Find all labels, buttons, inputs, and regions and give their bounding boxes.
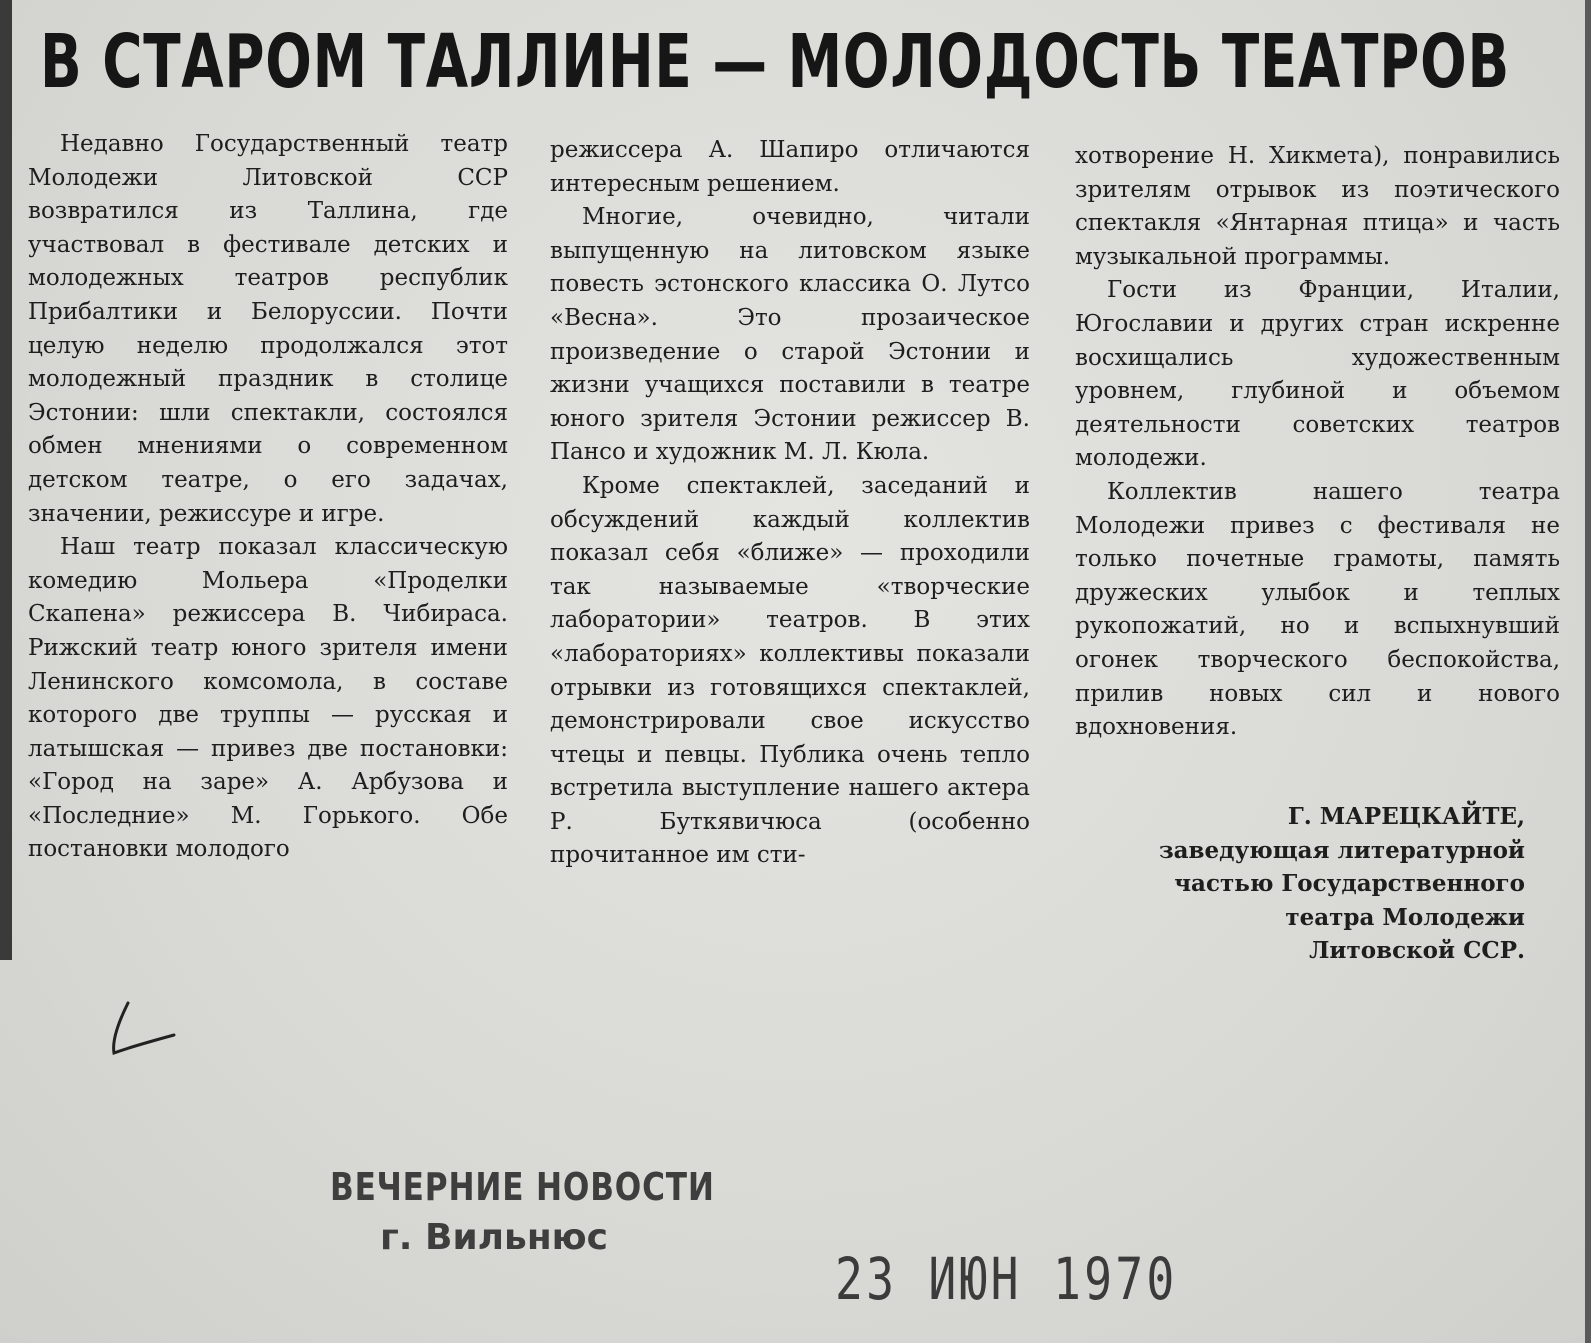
author-title-line: заведующая литературной <box>1158 836 1525 864</box>
paragraph: Коллектив нашего театра Молодежи привез с фестиваля не только почетные грамоты, память дружеских улыбок и теплых рукопожатий, но и вспыхнувший огонек творческого беспокойства, прилив новых сил и нового вдохновения. <box>1075 478 1560 741</box>
newspaper-stamp <box>330 1165 715 1258</box>
scan-edge-right <box>1585 0 1591 1343</box>
stamp-paper-name: ВЕЧЕРНИЕ НОВОСТИ <box>330 1165 715 1209</box>
article-column-3 <box>1075 140 1560 745</box>
paragraph: Кроме спектаклей, заседаний и обсуждений каждый коллектив показал себя «ближе» — проходили так называемые «творческие лаборатории» театров. В этих «лабораториях» коллективы показали отрывки из готовящихся спектаклей, демонстрировали свое искусство чтецы и певцы. Публика очень тепло встретила выступление нашего актера Р. Буткявичюса (особенно прочитанное им сти- <box>550 472 1030 869</box>
author-title-line: театра Молодежи <box>1285 903 1525 931</box>
author-title-line: частью Государственного <box>1174 870 1525 898</box>
paragraph: хотворение Н. Хикмета), понравились зрителям отрывок из поэтического спектакля «Янтарная птица» и часть музыкальной программы. <box>1075 143 1560 270</box>
author-title-line: Литовской ССР. <box>1309 937 1525 965</box>
paragraph: Наш театр показал классическую комедию Мольера «Проделки Скапена» режиссера В. Чибираса. Рижский театр юного зрителя имени Ленинского комсомола, в составе которого две труппы — русская и латышская — привез две постановки: «Город на заре» А. Арбузова и «Последние» М. Горького. Обе постановки молодого <box>28 534 508 863</box>
article-column-1 <box>28 128 508 867</box>
paragraph: Многие, очевидно, читали выпущенную на литовском языке повесть эстонского классика О. Лутсо «Весна». Это прозаическое произведение о старой Эстонии и жизни учащихся поставили в театре юного зрителя Эстонии режиссер В. Пансо и художник М. Л. Кюла. <box>550 204 1030 466</box>
article-column-2 <box>550 134 1030 873</box>
handwritten-pen-mark <box>100 995 190 1065</box>
author-name: Г. МАРЕЦКАЙТЕ, <box>1287 803 1525 830</box>
paragraph: Недавно Государственный театр Молодежи Литовской ССР возвратился из Таллина, где участвовал в фестивале детских и молодежных театров республик Прибалтики и Белоруссии. Почти целую неделю продолжался этот молодежный праздник в столице Эстонии: шли спектакли, состоялся обмен мнениями о современном детском театре, о его задачах, значении, режиссуре и игре. <box>28 131 508 527</box>
date-stamp: 23 ИЮН 1970 <box>835 1245 1178 1313</box>
paragraph: режиссера А. Шапиро отличаются интересным решением. <box>550 137 1030 197</box>
scan-edge-left <box>0 0 12 960</box>
stamp-city: г. Вильнюс <box>380 1217 609 1258</box>
paragraph: Гости из Франции, Италии, Югославии и других стран искренне восхищались художественным уровнем, глубиной и объемом деятельности советских театров молодежи. <box>1075 277 1560 472</box>
author-signature <box>1100 800 1525 968</box>
article-headline: В СТАРОМ ТАЛЛИНЕ — МОЛОДОСТЬ ТЕАТРОВ <box>40 19 1510 105</box>
